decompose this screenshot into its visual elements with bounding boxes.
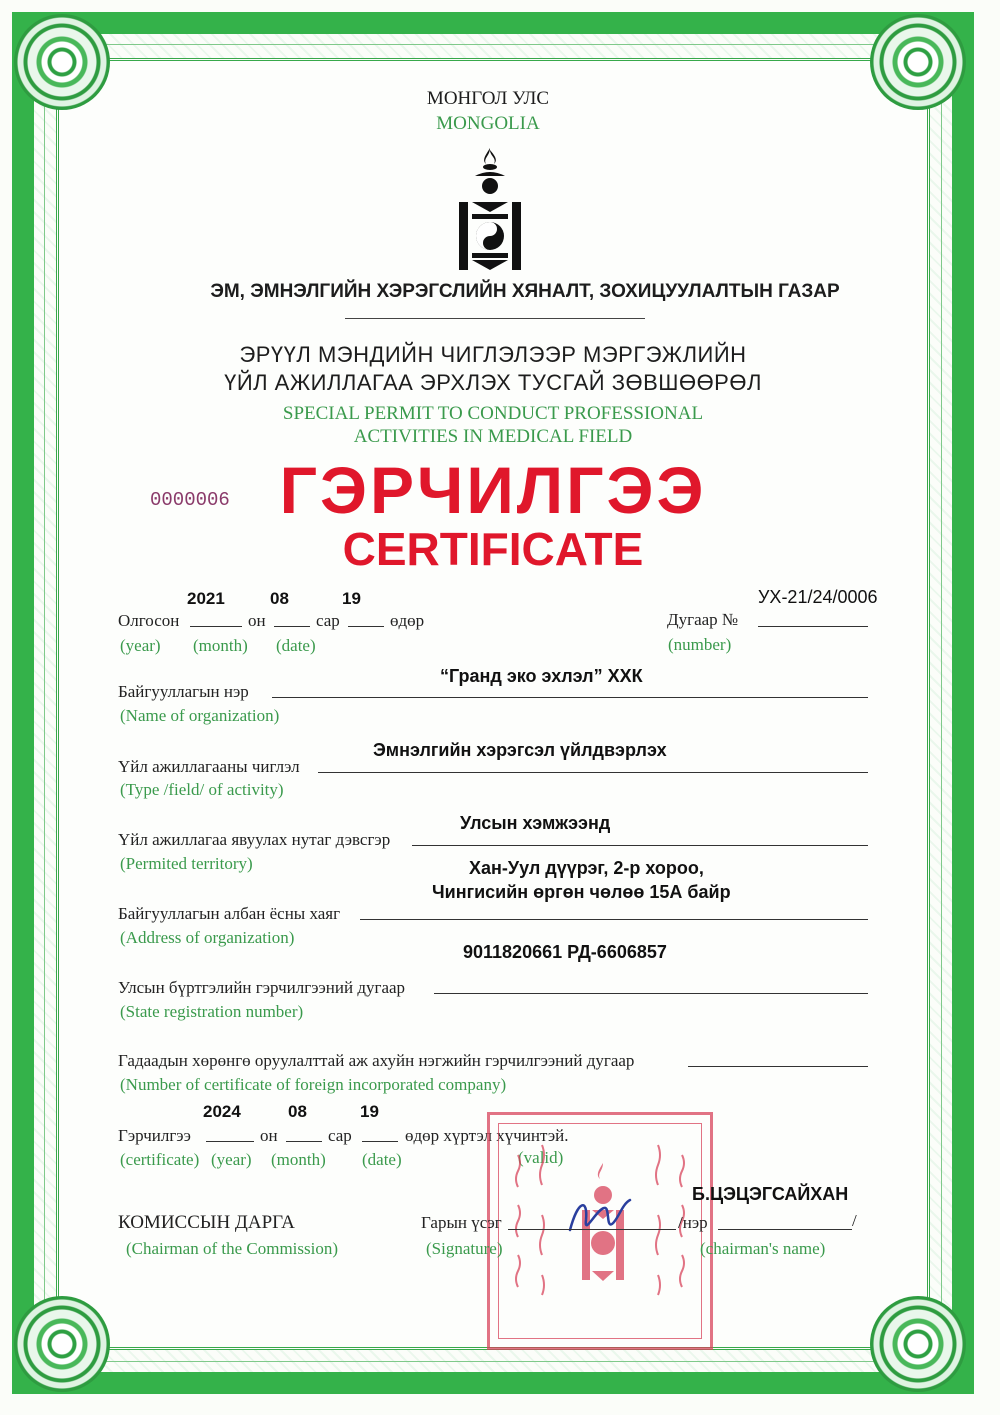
permit-title-en-line1: SPECIAL PERMIT TO CONDUCT PROFESSIONAL	[282, 403, 704, 424]
territory-en: (Permited territory)	[120, 854, 253, 873]
valid-month: 08	[288, 1102, 307, 1121]
year-unit: он	[248, 611, 266, 630]
territory-value: Улсын хэмжээнд	[460, 813, 611, 833]
state-reg-value: 9011820661 РД-6606857	[463, 942, 667, 962]
foreign-label: Гадаадын хөрөнгө оруулалттай аж ахуйн нэгжийн гэрчилгээний дугаар	[118, 1051, 635, 1070]
handwritten-signature-icon	[560, 1190, 640, 1250]
signature-label: Гарын үсэг	[421, 1213, 502, 1232]
valid-month-unit: сар	[328, 1126, 352, 1145]
name-label: /нэр	[678, 1213, 708, 1232]
org-name-value: “Гранд эко эхлэл” ХХК	[440, 666, 643, 686]
certificate-number: УХ-21/24/0006	[758, 587, 878, 607]
month-unit: сар	[316, 611, 340, 630]
header-divider	[345, 318, 645, 319]
org-name-en: (Name of organization)	[120, 706, 280, 725]
issued-day: 19	[342, 589, 361, 608]
chairman-name-value: Б.ЦЭЦЭГСАЙХАН	[692, 1184, 849, 1204]
certificate-title-mn: ГЭРЧИЛГЭЭ	[279, 453, 707, 527]
valid-day: 19	[360, 1102, 379, 1121]
certificate-title-en: CERTIFICATE	[342, 523, 644, 575]
valid-year-en: (year)	[211, 1150, 252, 1169]
country-name-en: MONGOLIA	[436, 113, 540, 134]
agency-name: ЭМ, ЭМНЭЛГИЙН ХЭРЭГСЛИЙН ХЯНАЛТ, ЗОХИЦУУЛАЛТЫН ГАЗАР	[210, 281, 840, 302]
corner-rosette-icon	[870, 1296, 966, 1392]
state-reg-en: (State registration number)	[120, 1002, 304, 1021]
valid-en: (valid)	[518, 1148, 564, 1167]
chairman-label: КОМИССЫН ДАРГА	[118, 1212, 295, 1233]
soyombo-emblem-icon	[455, 146, 525, 274]
activity-label: Үйл ажиллагааны чиглэл	[118, 757, 300, 776]
valid-month-en: (month)	[271, 1150, 326, 1169]
org-name-label: Байгууллагын нэр	[118, 682, 249, 701]
territory-label: Үйл ажиллагаа явуулах нутаг дэвсгэр	[118, 830, 391, 849]
issued-month: 08	[270, 589, 289, 608]
number-label: Дугаар №	[667, 610, 739, 629]
state-reg-label: Улсын бүртгэлийн гэрчилгээний дугаар	[118, 978, 406, 997]
number-en: (number)	[668, 635, 732, 654]
issued-year: 2021	[187, 589, 225, 608]
activity-en: (Type /field/ of activity)	[120, 780, 284, 799]
permit-title-mn-line2: ҮЙЛ АЖИЛЛАГАА ЭРХЛЭХ ТУСГАЙ ЗӨВШӨӨРӨЛ	[224, 370, 762, 395]
address-value-line2: Чингисийн өргөн чөлөө 15А байр	[432, 882, 731, 902]
activity-value: Эмнэлгийн хэрэгсэл үйлдвэрлэх	[373, 740, 667, 760]
permit-title-en-line2: ACTIVITIES IN MEDICAL FIELD	[353, 426, 633, 447]
valid-date-en: (date)	[362, 1150, 402, 1169]
valid-until: өдөр хүртэл хүчинтэй.	[405, 1126, 569, 1145]
chairman-en: (Chairman of the Commission)	[126, 1239, 339, 1258]
valid-year: 2024	[203, 1102, 241, 1121]
chairman-name-en: (chairman's name)	[700, 1239, 826, 1258]
address-value-line1: Хан-Уул дүүрэг, 2-р хороо,	[469, 858, 704, 878]
country-name-mn: МОНГОЛ УЛС	[426, 88, 550, 109]
certificate-en: (certificate)	[120, 1150, 200, 1169]
month-en: (month)	[193, 636, 248, 655]
address-label: Байгууллагын албан ёсны хаяг	[118, 904, 341, 923]
validity-label: Гэрчилгээ	[118, 1126, 191, 1145]
date-en: (date)	[276, 636, 316, 655]
serial-number: 0000006	[150, 489, 230, 511]
name-slash: /	[852, 1211, 857, 1230]
year-en: (year)	[120, 636, 161, 655]
foreign-en: (Number of certificate of foreign incorporated company)	[120, 1075, 507, 1094]
issued-label: Олгосон	[118, 611, 180, 630]
corner-rosette-icon	[14, 1296, 110, 1392]
address-en: (Address of organization)	[120, 928, 295, 947]
signature-en: (Signature)	[426, 1239, 503, 1258]
permit-title-mn-line1: ЭРҮҮЛ МЭНДИЙН ЧИГЛЭЛЭЭР МЭРГЭЖЛИЙН	[239, 342, 747, 367]
day-unit: өдөр	[390, 611, 425, 630]
valid-year-unit: он	[260, 1126, 278, 1145]
